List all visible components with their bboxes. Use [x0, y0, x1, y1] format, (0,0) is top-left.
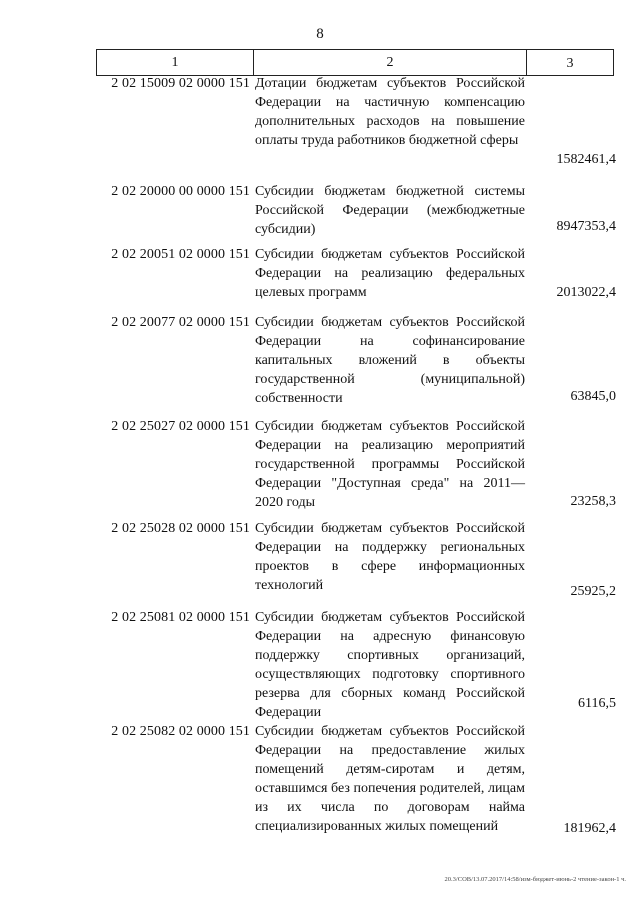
row-amount: 2013022,4 [556, 285, 616, 300]
row-amount: 25925,2 [570, 584, 616, 599]
row-description: Субсидии бюджетам субъектов Российской Федерации на адресную финансовую поддержку спортивных организаций, осуществляющих подготовку спортивного резерва для сборных команд Российской Федерации [255, 610, 525, 720]
row-amount: 8947353,4 [556, 219, 616, 234]
row-description: Субсидии бюджетам субъектов Российской Федерации на поддержку региональных проектов в сфере информационных технологий [255, 521, 525, 593]
budget-code: 2 02 20077 02 0000 151 [111, 315, 250, 330]
document-footer-note: 20.3/СОВ/13.07.2017/14:58/изм-бюджет-июнь-2 чтение-закон-1 ч. [444, 876, 626, 883]
row-description: Субсидии бюджетам субъектов Российской Федерации на реализацию мероприятий государственной программы Российской Федерации "Доступная среда" на 2011—2020 годы [255, 419, 525, 510]
row-amount: 181962,4 [563, 821, 616, 836]
row-description: Субсидии бюджетам бюджетной системы Российской Федерации (межбюджетные субсидии) [255, 184, 525, 237]
row-description: Субсидии бюджетам субъектов Российской Федерации на предоставление жилых помещений детям-сиротам и детям, оставшимся без попечения родителей, лицам из их числа по договорам найма специализированных жилых помещений [255, 724, 525, 834]
row-amount: 63845,0 [570, 389, 616, 404]
column-header-2: 2 [254, 50, 527, 76]
budget-code: 2 02 25081 02 0000 151 [111, 610, 250, 625]
budget-code: 2 02 25027 02 0000 151 [111, 419, 250, 434]
row-amount: 23258,3 [570, 494, 616, 509]
budget-code: 2 02 25082 02 0000 151 [111, 724, 250, 739]
budget-code: 2 02 20000 00 0000 151 [111, 184, 250, 199]
row-description: Субсидии бюджетам субъектов Российской Федерации на софинансирование капитальных вложений в объекты государственной (муниципальной) собственности [255, 315, 525, 406]
budget-code: 2 02 15009 02 0000 151 [111, 76, 250, 91]
row-description: Дотации бюджетам субъектов Российской Федерации на частичную компенсацию дополнительных расходов на повышение оплаты труда работников бюджетной сферы [255, 76, 525, 148]
column-header-3: 3 [527, 50, 614, 76]
column-header-1: 1 [97, 50, 254, 76]
row-amount: 6116,5 [578, 696, 616, 711]
row-amount: 1582461,4 [556, 152, 616, 167]
column-header-table [96, 49, 614, 76]
row-description: Субсидии бюджетам субъектов Российской Федерации на реализацию федеральных целевых программ [255, 247, 525, 300]
page-number: 8 [316, 26, 324, 42]
budget-code: 2 02 20051 02 0000 151 [111, 247, 250, 262]
budget-code: 2 02 25028 02 0000 151 [111, 521, 250, 536]
